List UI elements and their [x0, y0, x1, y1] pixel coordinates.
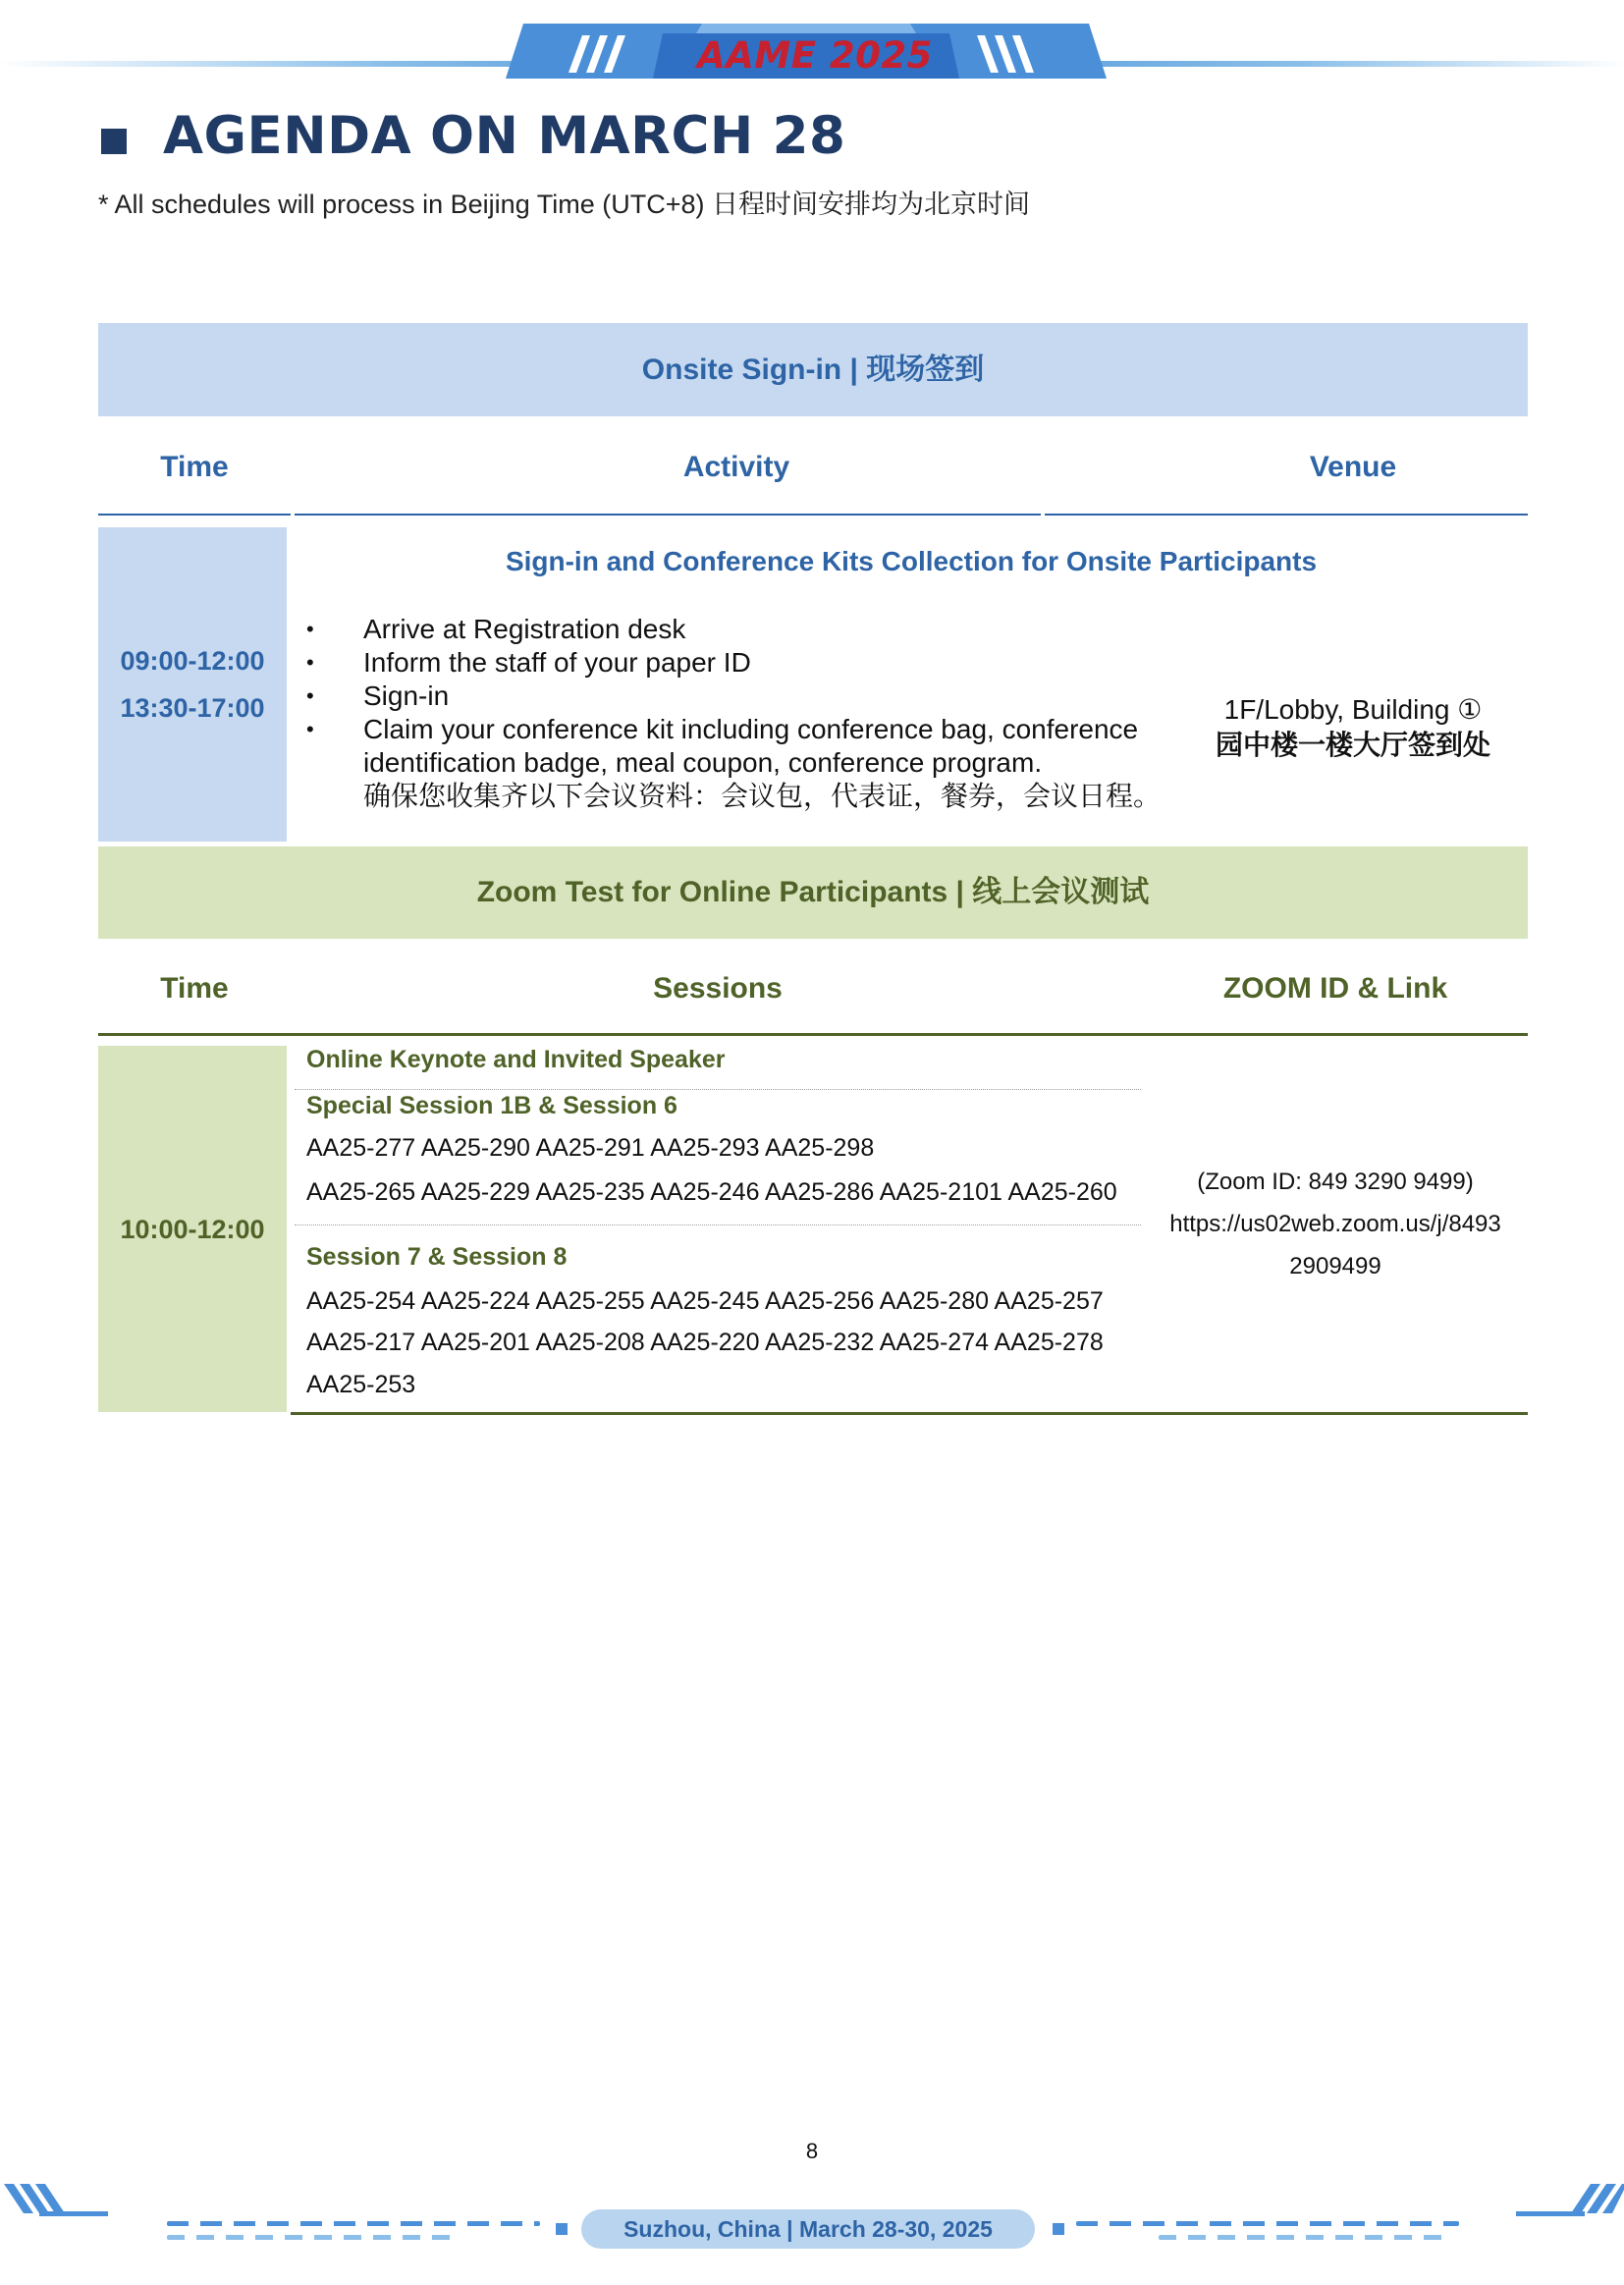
time-slot: 10:00-12:00	[120, 1214, 265, 1244]
header-decor-line-left	[0, 61, 550, 67]
paper-id-line: AA25-253	[306, 1371, 416, 1398]
onsite-time-cell	[98, 527, 287, 842]
column-header-venue: Venue	[1309, 451, 1397, 483]
column-header-time: Time	[160, 972, 229, 1005]
footer-dashes-left-2	[167, 2235, 461, 2240]
header-decor-line-right	[1090, 61, 1624, 67]
divider	[295, 1089, 1141, 1090]
paper-id-line: AA25-254 AA25-224 AA25-255 AA25-245 AA25-256 AA25-280 AA25-257	[306, 1287, 1104, 1315]
venue-english: 1F/Lobby, Building ①	[1223, 694, 1483, 725]
page-number: 8	[805, 2139, 819, 2163]
footer-slash-decor-left	[0, 2182, 118, 2241]
title-square-bullet	[101, 129, 127, 154]
session-group-title: Special Session 1B & Session 6	[306, 1092, 677, 1119]
list-item: • Sign-in	[304, 680, 1168, 713]
time-slot-afternoon: 13:30-17:00	[120, 693, 265, 723]
zoom-id: (Zoom ID: 849 3290 9499)	[1197, 1169, 1474, 1195]
paper-id-line: AA25-277 AA25-290 AA25-291 AA25-293 AA25-298	[306, 1134, 875, 1162]
column-header-zoom: ZOOM ID & Link	[1222, 972, 1448, 1005]
table-bottom-rule	[291, 1412, 1528, 1415]
footer-square-left	[556, 2223, 568, 2235]
activity-bullet-list	[304, 613, 1168, 813]
conference-logo-text: AAME 2025	[697, 34, 933, 77]
list-item: • Claim your conference kit including conference bag, conference identification badge, meal coupon, conference program. 确保您收集齐以下会议资料：会议包，代表证，餐券，会议日程。	[304, 713, 1168, 813]
divider	[295, 1224, 1141, 1225]
zoom-info-cell	[1143, 1161, 1528, 1287]
timezone-note: * All schedules will process in Beijing Time (UTC+8) 日程时间安排均为北京时间	[98, 190, 1030, 219]
paper-id-line: AA25-265 AA25-229 AA25-235 AA25-246 AA25-286 AA25-2101 AA25-260	[306, 1178, 1117, 1206]
venue-cell	[1178, 692, 1528, 763]
header-rule	[295, 514, 1041, 516]
list-item-chinese-note: 确保您收集齐以下会议资料：会议包，代表证，餐券，会议日程。	[363, 781, 1162, 811]
paper-id-line: AA25-217 AA25-201 AA25-208 AA25-220 AA25-232 AA25-274 AA25-278	[306, 1329, 1104, 1356]
footer-location-date: Suzhou, China | March 28-30, 2025	[581, 2209, 1035, 2249]
footer-slash-decor-right	[1506, 2182, 1624, 2241]
footer-square-right	[1053, 2223, 1064, 2235]
footer-dashes-left	[167, 2221, 540, 2226]
session-keynote-title: Online Keynote and Invited Speaker	[306, 1046, 726, 1073]
time-slot-morning: 09:00-12:00	[120, 646, 265, 676]
header-rule	[98, 514, 291, 516]
list-item: • Arrive at Registration desk	[304, 613, 1168, 646]
page-title: AGENDA ON MARCH 28	[163, 106, 846, 166]
header-rule	[1045, 514, 1528, 516]
column-header-activity: Activity	[682, 451, 790, 483]
list-item: • Inform the staff of your paper ID	[304, 646, 1168, 680]
zoom-link-continued[interactable]: 2909499	[1289, 1253, 1381, 1279]
zoom-test-band: Zoom Test for Online Participants | 线上会议测试	[98, 846, 1528, 939]
online-time-cell	[98, 1046, 287, 1412]
column-header-sessions: Sessions	[653, 972, 783, 1005]
venue-chinese: 园中楼一楼大厅签到处	[1215, 730, 1490, 760]
session-group-title: Session 7 & Session 8	[306, 1243, 568, 1271]
zoom-link[interactable]: https://us02web.zoom.us/j/8493	[1169, 1211, 1501, 1237]
footer-dashes-right-2	[1159, 2235, 1453, 2240]
footer-dashes-right	[1076, 2221, 1459, 2226]
onsite-signin-band: Onsite Sign-in | 现场签到	[98, 323, 1528, 416]
column-header-time: Time	[160, 451, 229, 483]
activity-title: Sign-in and Conference Kits Collection for Onsite Participants	[505, 546, 1318, 576]
header-rule	[98, 1033, 1528, 1036]
